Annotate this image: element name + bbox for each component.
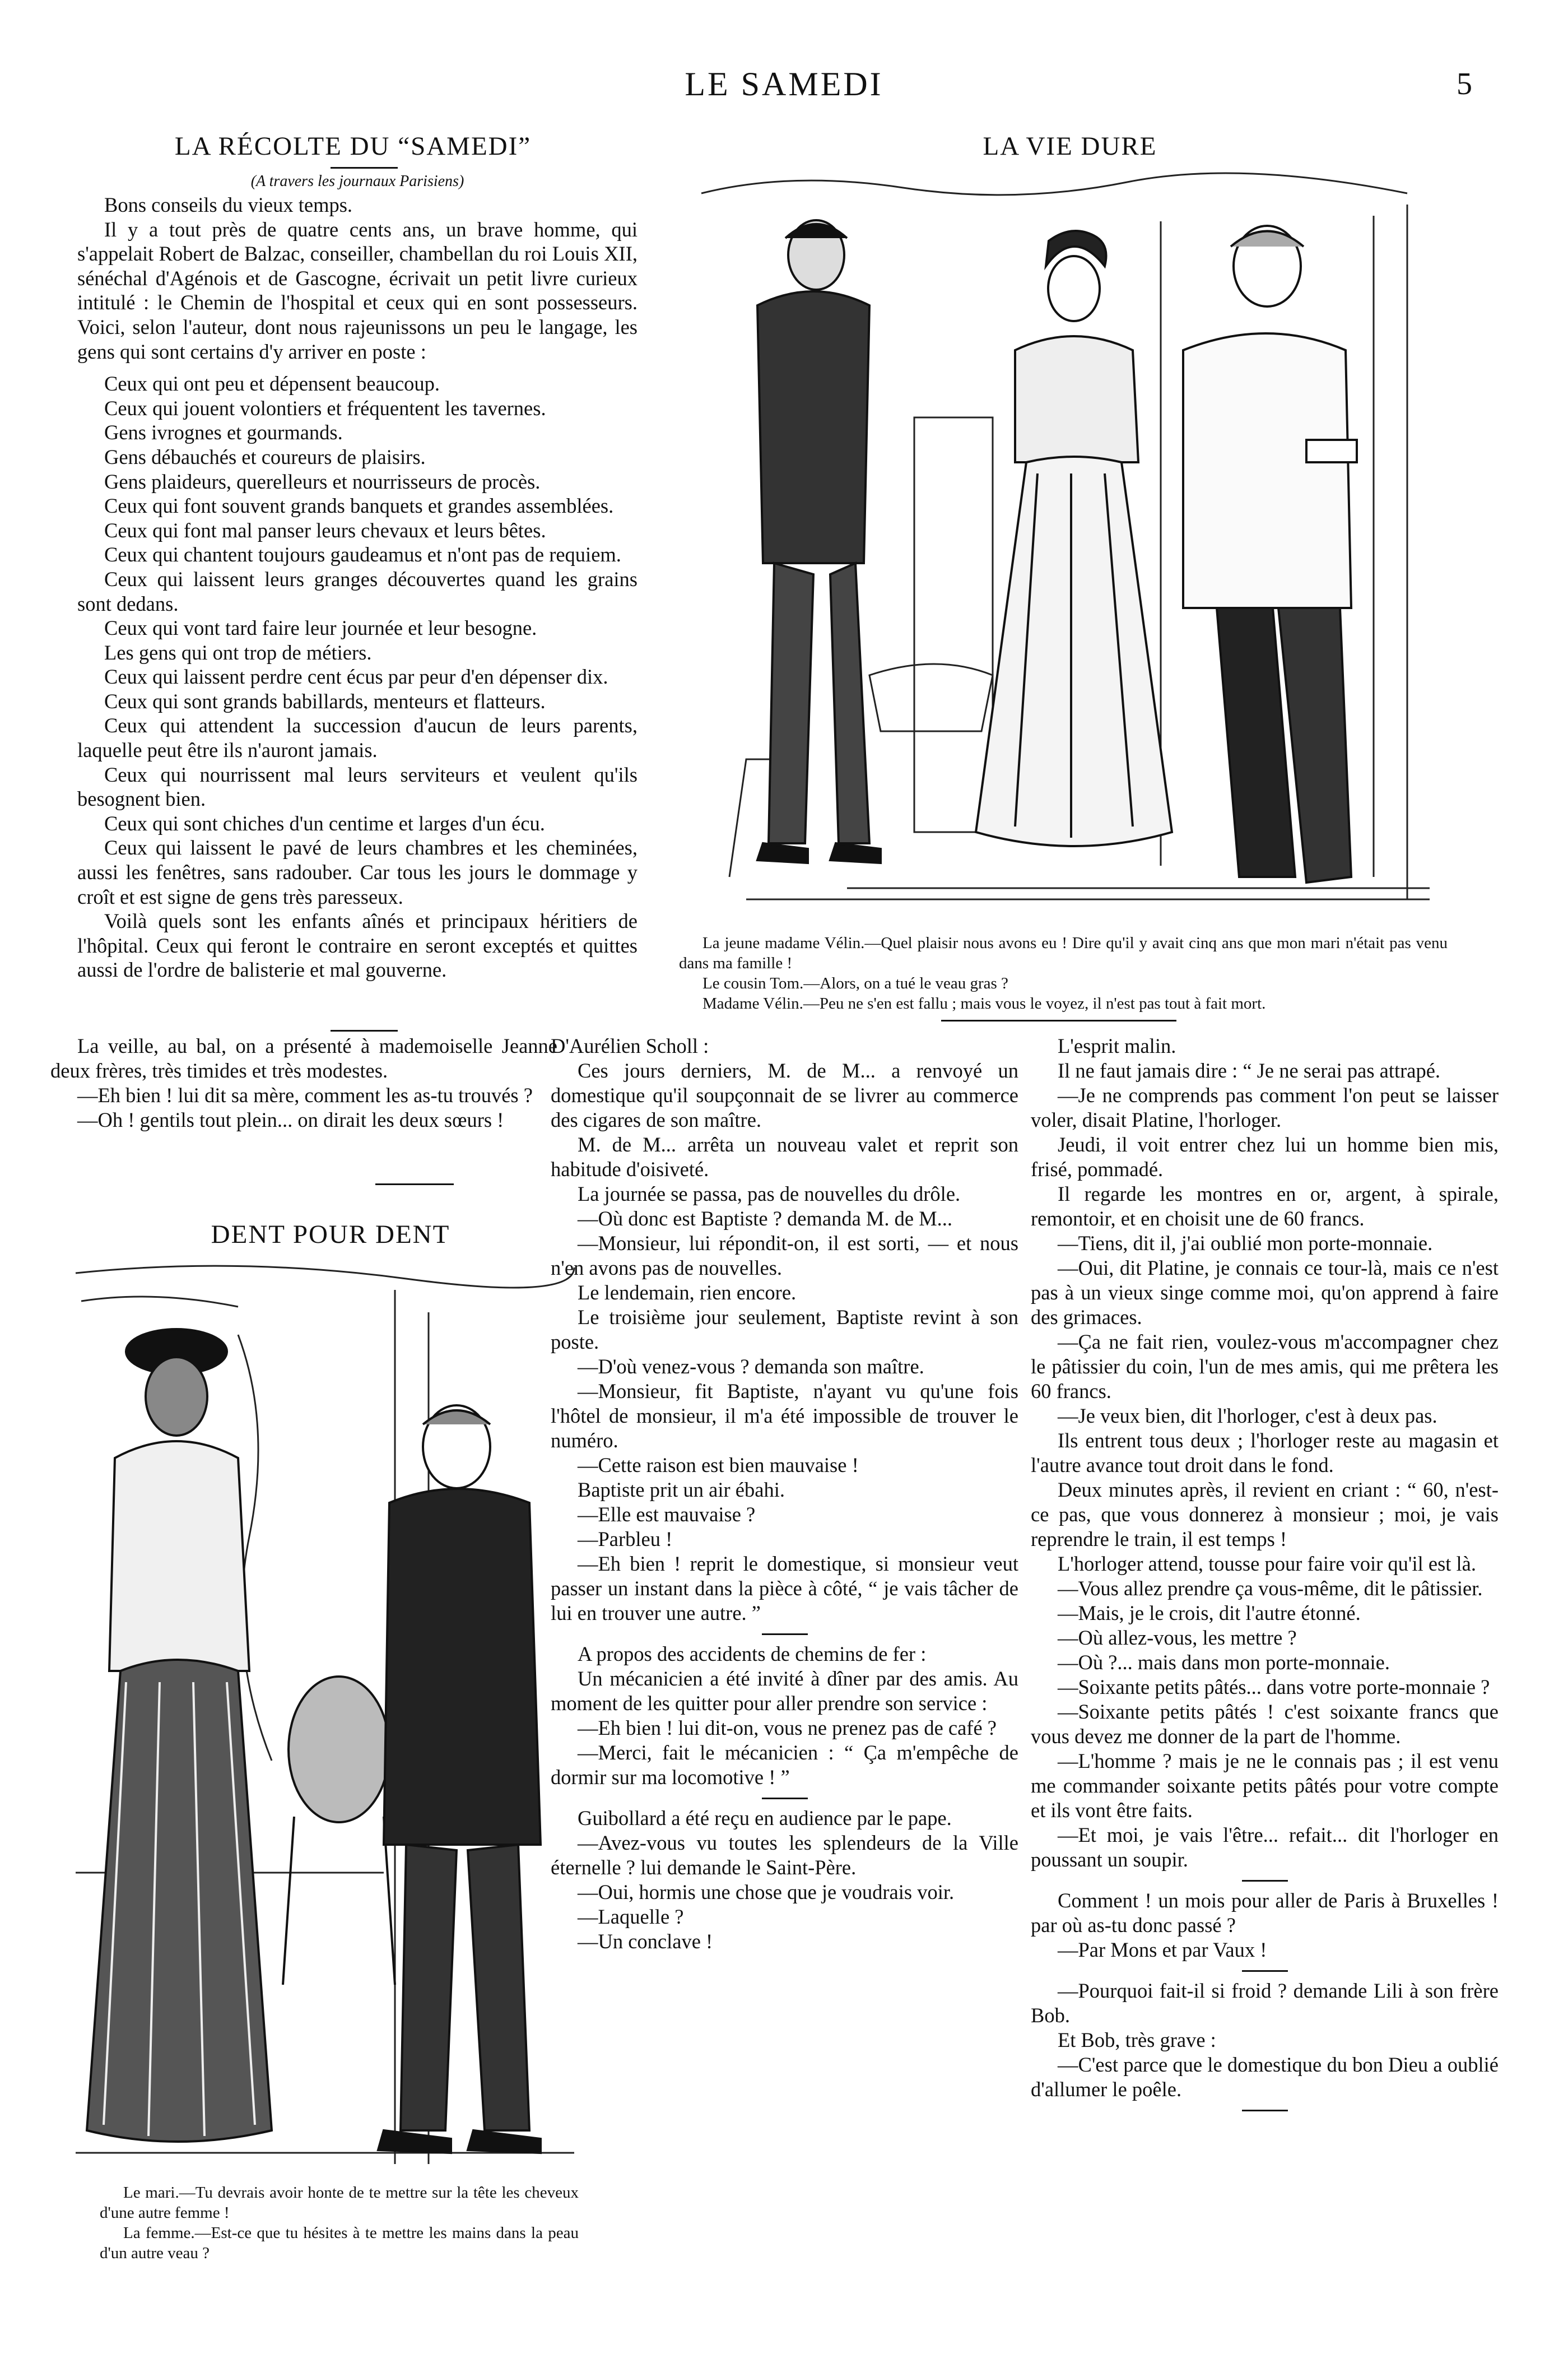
scholl-paragraph: —Eh bien ! reprit le domestique, si monsieur veut passer un instant dans la pièce à côté, “ je vais tâcher de lui en trouver une autre. ” xyxy=(551,1552,1018,1624)
recolte-item: Ceux qui ont peu et dépensent beaucoup. xyxy=(104,372,440,396)
malin-paragraph: Il regarde les montres en or, argent, à spirale, remontoir, et en choisit une de 60 francs. xyxy=(1031,1182,1499,1230)
guibollard-paragraph: —Oui, hormis une chose que je voudrais voir. xyxy=(578,1881,955,1903)
scholl-paragraph: M. de M... arrêta un nouveau valet et reprit son habitude d'oisiveté. xyxy=(551,1133,1018,1181)
recolte-item: Gens plaideurs, querelleurs et nourrisseurs de procès. xyxy=(104,470,541,493)
scholl-paragraph: —Elle est mauvaise ? xyxy=(578,1503,756,1526)
malin-paragraph: —Mais, je le crois, dit l'autre étonné. xyxy=(1058,1601,1361,1624)
vie-dure-illustration xyxy=(679,171,1448,922)
bruxelles-paragraph: —Par Mons et par Vaux ! xyxy=(1058,1938,1267,1961)
recolte-intro-heading: Bons conseils du vieux temps. xyxy=(104,193,353,216)
separator xyxy=(762,1798,808,1799)
scholl-paragraph: —Cette raison est bien mauvaise ! xyxy=(578,1454,859,1476)
malin-paragraph: —Où allez-vous, les mettre ? xyxy=(1058,1626,1297,1649)
chemins-paragraph: A propos des accidents de chemins de fer : xyxy=(578,1642,927,1665)
malin-paragraph: Il ne faut jamais dire : “ Je ne serai pas attrapé. xyxy=(1058,1059,1441,1082)
recolte-title-rule xyxy=(331,167,398,169)
chair xyxy=(283,1677,395,1985)
figure-old-man xyxy=(1183,226,1357,883)
malin-paragraph: —L'homme ? mais je ne le connais pas ; il est venu me commander soixante petits pâtés pour votre compte et ils vont être faits. xyxy=(1031,1749,1499,1822)
malin-paragraph: —Je veux bien, dit l'horloger, c'est à deux pas. xyxy=(1058,1404,1437,1427)
recolte-item: Gens débauchés et coureurs de plaisirs. xyxy=(104,445,426,468)
malin-paragraph: Jeudi, il voit entrer chez lui un homme bien mis, frisé, pommadé. xyxy=(1031,1133,1499,1181)
scholl-paragraph: —Monsieur, lui répondit-on, il est sorti, — et nous n'en avons pas de nouvelles. xyxy=(551,1232,1018,1279)
separator xyxy=(1242,2110,1288,2111)
scholl-paragraph: —D'où venez-vous ? demanda son maître. xyxy=(578,1355,924,1378)
figure-husband xyxy=(378,1405,541,2153)
figure-wife xyxy=(87,1329,272,2142)
malin-paragraph: —Ça ne fait rien, voulez-vous m'accompagner chez le pâtissier du coin, l'un de mes amis, qui me prêtera les 60 francs. xyxy=(1031,1330,1499,1403)
recolte-item: Ceux qui sont chiches d'un centime et larges d'un écu. xyxy=(104,811,545,835)
bruxelles-paragraph: Comment ! un mois pour aller de Paris à Bruxelles ! par où as-tu donc passé ? xyxy=(1031,1889,1499,1937)
vie-dure-caption-line: La jeune madame Vélin.—Quel plaisir nous avons eu ! Dire qu'il y avait cinq ans que mon mari n'était pas venu dans ma famille ! xyxy=(679,934,1448,972)
recolte-conclusion: Voilà quels sont les enfants aînés et principaux héritiers de l'hôpital. Ceux qui feront le contraire en seront exceptés et quittes aussi de l'ordre de balisterie et mal gouverne. xyxy=(77,909,638,982)
vie-dure-caption-line: Madame Vélin.—Peu ne s'en est fallu ; mais vous le voyez, il n'est pas tout à fait mort. xyxy=(702,995,1266,1013)
guibollard-paragraph: —Laquelle ? xyxy=(578,1905,684,1928)
malin-heading: L'esprit malin. xyxy=(1058,1034,1176,1057)
malin-paragraph: —Oui, dit Platine, je connais ce tour-là, mais ce n'est pas à un vieux singe comme moi, qu'on apprend à faire des grimaces. xyxy=(1031,1256,1499,1329)
dent-caption-line: La femme.—Est-ce que tu hésites à te mettre les mains dans la peau d'un autre veau ? xyxy=(100,2224,579,2262)
recolte-item: Ceux qui jouent volontiers et fréquentent les tavernes. xyxy=(104,396,546,420)
recolte-subtitle: (A travers les journaux Parisiens) xyxy=(250,173,464,190)
guibollard-paragraph: —Avez-vous vu toutes les splendeurs de la Ville éternelle ? lui demande le Saint-Père. xyxy=(551,1831,1018,1879)
chemins-paragraph: —Merci, fait le mécanicien : “ Ça m'empêche de dormir sur ma locomotive ! ” xyxy=(551,1741,1018,1789)
recolte-item: Ceux qui font mal panser leurs chevaux et leurs bêtes. xyxy=(104,518,546,542)
recolte-intro: Il y a tout près de quatre cents ans, un brave homme, qui s'appelait Robert de Balzac, conseiller, chambellan du roi Louis XII, sénéchal d'Agénois et de Gascogne, écrivait un petit livre curieux intitulé : le Chemin de l'hospital et ceux qui en sont possesseurs. Voici, selon l'auteur, dont nous rajeunissons un peu le langage, les gens qui sont certains d'y arriver en poste : xyxy=(77,217,638,363)
separator xyxy=(1242,1880,1288,1882)
lili-paragraph: —C'est parce que le domestique du bon Dieu a oublié d'allumer le poêle. xyxy=(1031,2053,1499,2101)
malin-paragraph: —Soixante petits pâtés ! c'est soixante francs que vous devez me donner de la part de l'homme. xyxy=(1031,1700,1499,1748)
masthead: LE SAMEDI xyxy=(685,66,883,103)
lili-paragraph: —Pourquoi fait-il si froid ? demande Lili à son frère Bob. xyxy=(1031,1979,1499,2027)
bal-paragraph: La veille, au bal, on a présenté à mademoiselle Jeanne deux frères, très timides et très modestes. xyxy=(50,1034,557,1082)
scholl-paragraph: Le troisième jour seulement, Baptiste revint à son poste. xyxy=(551,1306,1018,1353)
scholl-paragraph: Baptiste prit un air ébahi. xyxy=(578,1478,785,1501)
malin-paragraph: —Soixante petits pâtés... dans votre porte-monnaie ? xyxy=(1058,1675,1490,1698)
figure-man-left xyxy=(757,220,881,863)
malin-paragraph: Ils entrent tous deux ; l'horloger reste au magasin et l'autre avance tout droit dans le fond. xyxy=(1031,1429,1499,1476)
bal-paragraph: —Eh bien ! lui dit sa mère, comment les as-tu trouvés ? xyxy=(77,1084,533,1107)
malin-paragraph: L'horloger attend, tousse pour faire voir qu'il est là. xyxy=(1058,1552,1477,1575)
figure-woman xyxy=(976,231,1172,846)
dent-engraving xyxy=(70,1256,580,2170)
malin-paragraph: —Vous allez prendre ça vous-même, dit le pâtissier. xyxy=(1058,1577,1483,1600)
scholl-paragraph: Le lendemain, rien encore. xyxy=(578,1281,797,1304)
separator xyxy=(1242,1970,1288,1972)
scholl-paragraph: —Monsieur, fit Baptiste, n'ayant vu qu'une fois l'hôtel de monsieur, il m'a été impossible de trouver le numéro. xyxy=(551,1380,1018,1452)
recolte-item: Ceux qui laissent le pavé de leurs chambres et les cheminées, aussi les fenêtres, sans radouber. Car tous les jours le dommage y croît et est signe de gens très paresseux. xyxy=(77,836,638,908)
recolte-title: LA RÉCOLTE DU “SAMEDI” xyxy=(174,132,532,161)
malin-paragraph: —Tiens, dit il, j'ai oublié mon porte-monnaie. xyxy=(1058,1232,1433,1255)
vie-dure-caption-line: Le cousin Tom.—Alors, on a tué le veau gras ? xyxy=(702,974,1008,992)
vie-dure-title: LA VIE DURE xyxy=(983,132,1157,161)
recolte-item: Ceux qui vont tard faire leur journée et leur besogne. xyxy=(104,616,537,640)
col1-bal xyxy=(50,1034,557,1132)
recolte-item: Les gens qui ont trop de métiers. xyxy=(104,640,372,664)
guibollard-paragraph: —Un conclave ! xyxy=(578,1930,713,1953)
scholl-heading: D'Aurélien Scholl : xyxy=(551,1034,709,1057)
recolte-item: Ceux qui chantent toujours gaudeamus et n'ont pas de requiem. xyxy=(104,543,621,567)
dent-title: DENT POUR DENT xyxy=(211,1220,450,1249)
recolte-item: Ceux qui sont grands babillards, menteurs et flatteurs. xyxy=(104,689,546,713)
malin-paragraph: —Je ne comprends pas comment l'on peut se laisser voler, disait Platine, l'horloger. xyxy=(1031,1084,1499,1131)
recolte-item: Ceux qui laissent leurs granges découvertes quand les grains sont dedans. xyxy=(77,567,638,615)
chemins-paragraph: —Eh bien ! lui dit-on, vous ne prenez pas de café ? xyxy=(578,1716,997,1739)
bal-rule xyxy=(375,1183,454,1185)
vie-dure-caption xyxy=(679,933,1448,1014)
malin-paragraph: —Où ?... mais dans mon porte-monnaie. xyxy=(1058,1651,1390,1674)
dent-illustration xyxy=(70,1256,580,2170)
col2 xyxy=(551,1034,1018,1954)
lili-paragraph: Et Bob, très grave : xyxy=(1058,2028,1216,2051)
vie-dure-rule xyxy=(941,1020,1176,1022)
recolte-end-rule xyxy=(331,1030,398,1032)
recolte-item: Ceux qui laissent perdre cent écus par peur d'en dépenser dix. xyxy=(104,665,608,689)
recolte-article xyxy=(77,170,638,982)
malin-paragraph: —Et moi, je vais l'être... refait... dit l'horloger en poussant un soupir. xyxy=(1031,1823,1499,1871)
dent-caption xyxy=(100,2183,579,2263)
vie-dure-engraving xyxy=(679,171,1448,922)
recolte-item: Ceux qui font souvent grands banquets et grandes assemblées. xyxy=(104,494,614,518)
scholl-paragraph: La journée se passa, pas de nouvelles du drôle. xyxy=(578,1182,961,1205)
malin-paragraph: Deux minutes après, il revient en criant : “ 60, n'est-ce pas, que vous donnerez à monsieur ; moi, je vais reprendre le train, il est temps ! xyxy=(1031,1478,1499,1550)
page-number: 5 xyxy=(1457,67,1472,101)
scholl-paragraph: —Parbleu ! xyxy=(578,1527,673,1550)
recolte-item: Gens ivrognes et gourmands. xyxy=(104,421,343,444)
scholl-paragraph: —Où donc est Baptiste ? demanda M. de M... xyxy=(578,1207,953,1230)
recolte-item: Ceux qui attendent la succession d'aucun de leurs parents, laquelle peut être ils n'auront jamais. xyxy=(77,714,638,762)
col3 xyxy=(1031,1034,1499,2118)
separator xyxy=(762,1633,808,1635)
dent-caption-line: Le mari.—Tu devrais avoir honte de te mettre sur la tête les cheveux d'une autre femme ! xyxy=(100,2184,579,2222)
guibollard-paragraph: Guibollard a été reçu en audience par le pape. xyxy=(578,1807,952,1830)
scholl-paragraph: Ces jours derniers, M. de M... a renvoyé un domestique qu'il soupçonnait de se livrer au commerce des cigares de son maître. xyxy=(551,1059,1018,1131)
recolte-item: Ceux qui nourrissent mal leurs serviteurs et veulent qu'ils besognent bien. xyxy=(77,763,638,811)
bal-paragraph: —Oh ! gentils tout plein... on dirait les deux sœurs ! xyxy=(77,1108,504,1131)
chemins-paragraph: Un mécanicien a été invité à dîner par des amis. Au moment de les quitter pour aller prendre son service : xyxy=(551,1667,1018,1715)
